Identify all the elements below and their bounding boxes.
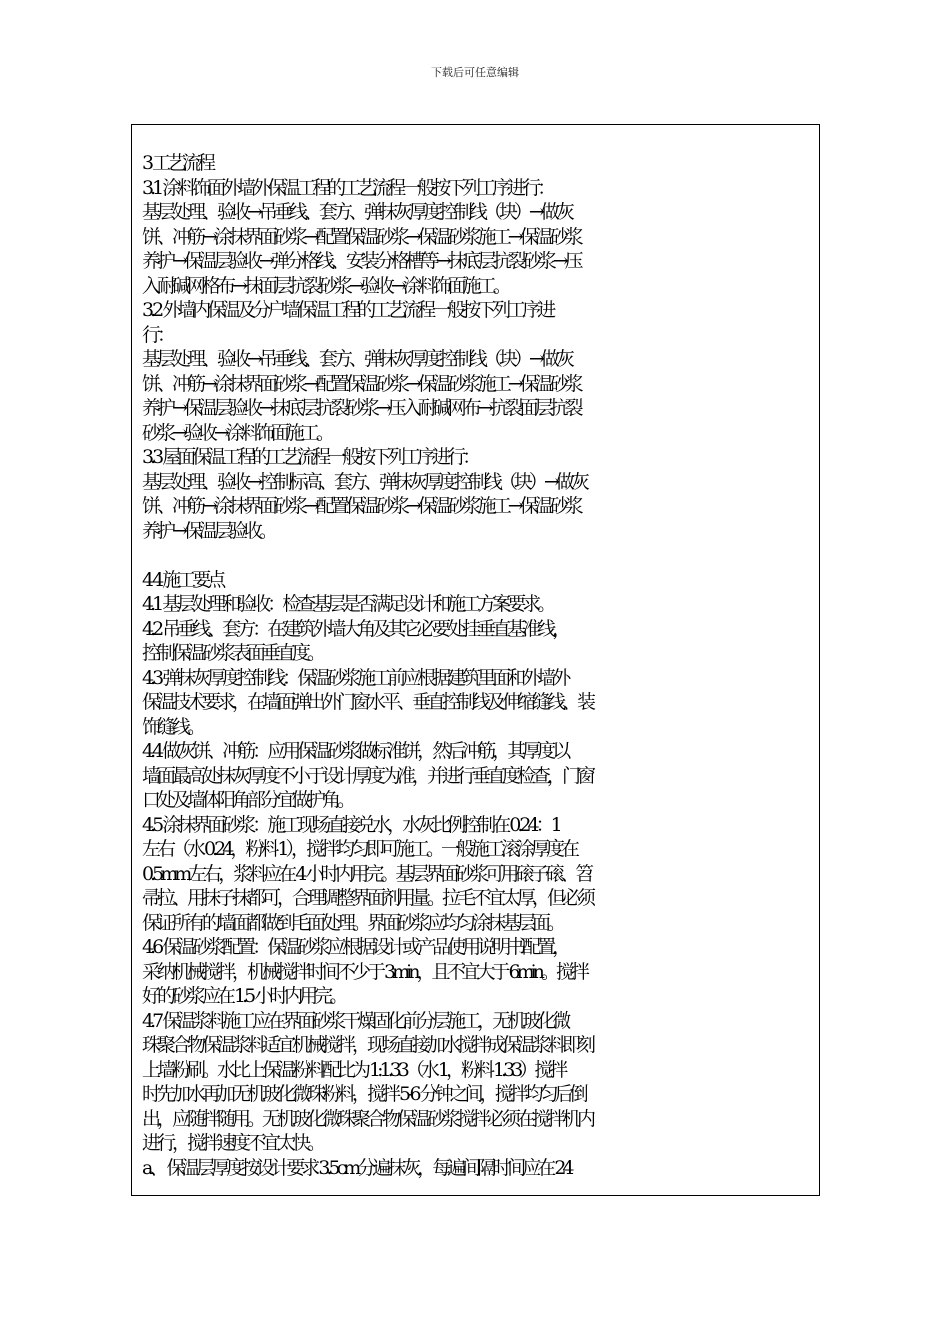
text-line: 行：	[142, 323, 173, 346]
text-line: 养护→保温层验收→弹分格线、安装分格槽等→抹底层抗裂砂浆→压	[142, 250, 580, 272]
text-line: 基层处理、验收→控制标高、套方、弹抹灰厚度控制线（块）→做灰	[142, 470, 586, 493]
document-content-box	[131, 124, 820, 1196]
text-line: 控制保温砂浆表面垂直度。	[142, 642, 323, 664]
text-line: a、 保温层厚度按设计要求 3.5cm分遍抹灰，每遍间隔时间应在 24	[142, 1156, 571, 1179]
text-line: 左右（水 0.24，粉料 1），搅拌均匀即可施工。一般施工滚涂厚度在	[142, 838, 576, 860]
text-line: 4.7 保温浆料施工应在界面砂浆干燥固化前分层施工，无机玻化微	[142, 1009, 568, 1032]
text-line: 时先加水再加无机玻化微珠粉料，搅拌 5-6 分钟之间，搅拌均匀后倒	[142, 1083, 585, 1105]
blank-line	[142, 543, 814, 568]
text-line: 饰缝线。	[142, 715, 203, 738]
text-line: 4.3 弹抹灰厚度控制线：保温砂浆施工前应根据建筑里面和外墙外	[142, 666, 568, 689]
text-line: 出，应随拌随用。无机玻化微珠聚合物保温砂浆搅拌必须在搅拌机内	[142, 1107, 593, 1130]
text-line: 3.2 外墙内保温及分户墙保温工程的工艺流程一般按下列工序进	[142, 299, 553, 321]
text-line: 4.6 保温砂浆配置：保温砂浆应根据设计或产品使用说明书配置，	[142, 936, 568, 958]
text-line: 保证所有的墙面都做到毛面处理。界面砂浆应均匀涂抹基层面。	[142, 911, 563, 934]
text-line: 帚拉、用抹子抹都可，合理调整界面剂用量。拉毛不宜太厚，但必须	[142, 887, 593, 909]
text-line: 基层处理、验收→吊垂线、套方、弹抹灰厚度控制线（块）→做灰	[142, 348, 571, 370]
text-line: 饼、冲筋→涂抹界面砂浆→配置保温砂浆→保温砂浆施工→保温砂浆	[142, 495, 580, 517]
text-line: 饼、冲筋→涂抹界面砂浆→配置保温砂浆→保温砂浆施工→保温砂浆	[142, 225, 580, 248]
text-line: 3.1 涂料饰面外墙外保温工程的工艺流程一般按下列工序进行：	[142, 176, 553, 199]
text-line: 口处及墙体阳角部分宜做护角。	[142, 789, 353, 811]
text-line: 保温技术要求，在墙面弹出外门窗水平、垂直控制线及伸缩缝线、装	[142, 691, 593, 713]
document-body	[142, 151, 814, 1180]
text-line: 采纳机械搅拌，机械搅拌时间不少于 3min，且不宜大于 6min。搅拌	[142, 960, 586, 983]
text-line: 进行，搅拌速度不宜太快。	[142, 1132, 323, 1154]
text-line: 4.1 基层处理和验收：检查基层是否满足设计和施工方案要求。	[142, 593, 553, 615]
text-line: 砂浆→验收→涂料饰面施工。	[142, 421, 331, 444]
text-line: 珠聚合物保温浆料适宜机械搅拌，现场直接加水搅拌成保温浆料即刻	[142, 1034, 593, 1056]
text-line: 墙面最高处抹灰厚度不小于设计厚度为准，并进行垂直度检查，门窗	[142, 764, 593, 787]
text-line: 3 工艺流程	[142, 152, 213, 174]
text-line: 上墙粉刷。水比上保温粉料配比为 1:1.33（水 1，粉料 1.33）搅拌	[142, 1058, 565, 1081]
text-line: 4.4 做灰饼、冲筋：应用保温砂浆做标准饼，然后冲筋，其厚度以	[142, 740, 568, 762]
text-line: 4.2 吊垂线、套方：在建筑外墙大角及其它必要处挂垂直基准线，	[142, 617, 568, 640]
text-line: 基层处理、验收→吊垂线、套方、弹抹灰厚度控制线（块）→做灰	[142, 201, 571, 223]
text-line: 好的砂浆应在 1.5 小时内用完。	[142, 985, 345, 1007]
text-line: 3.3 屋面保温工程的工艺流程一般按下列工序进行：	[142, 446, 478, 468]
text-line: 饼、冲筋→涂抹界面砂浆→配置保温砂浆→保温砂浆施工→保温砂浆	[142, 372, 580, 395]
text-line: 4.5 涂抹界面砂浆：施工现场直接兑水，水灰比例控制在 0.24：1	[142, 813, 559, 836]
text-line: 0.5mm左右，浆料应在 4 小时内用完。基层界面砂浆可用磙子磙、笤	[142, 862, 591, 885]
page-header: 下载后可任意编辑	[431, 66, 519, 79]
text-line: 养护→保温层验收。	[142, 519, 274, 542]
text-line: 入耐碱网格布→抹面层抗裂砂浆→验收→涂料饰面施工。	[142, 274, 508, 297]
text-line: 4 4 施工要点	[142, 568, 223, 591]
text-line: 养护→保温层验收→抹底层抗裂砂浆→压入耐碱网布→抗裂面层抗裂	[142, 397, 580, 419]
